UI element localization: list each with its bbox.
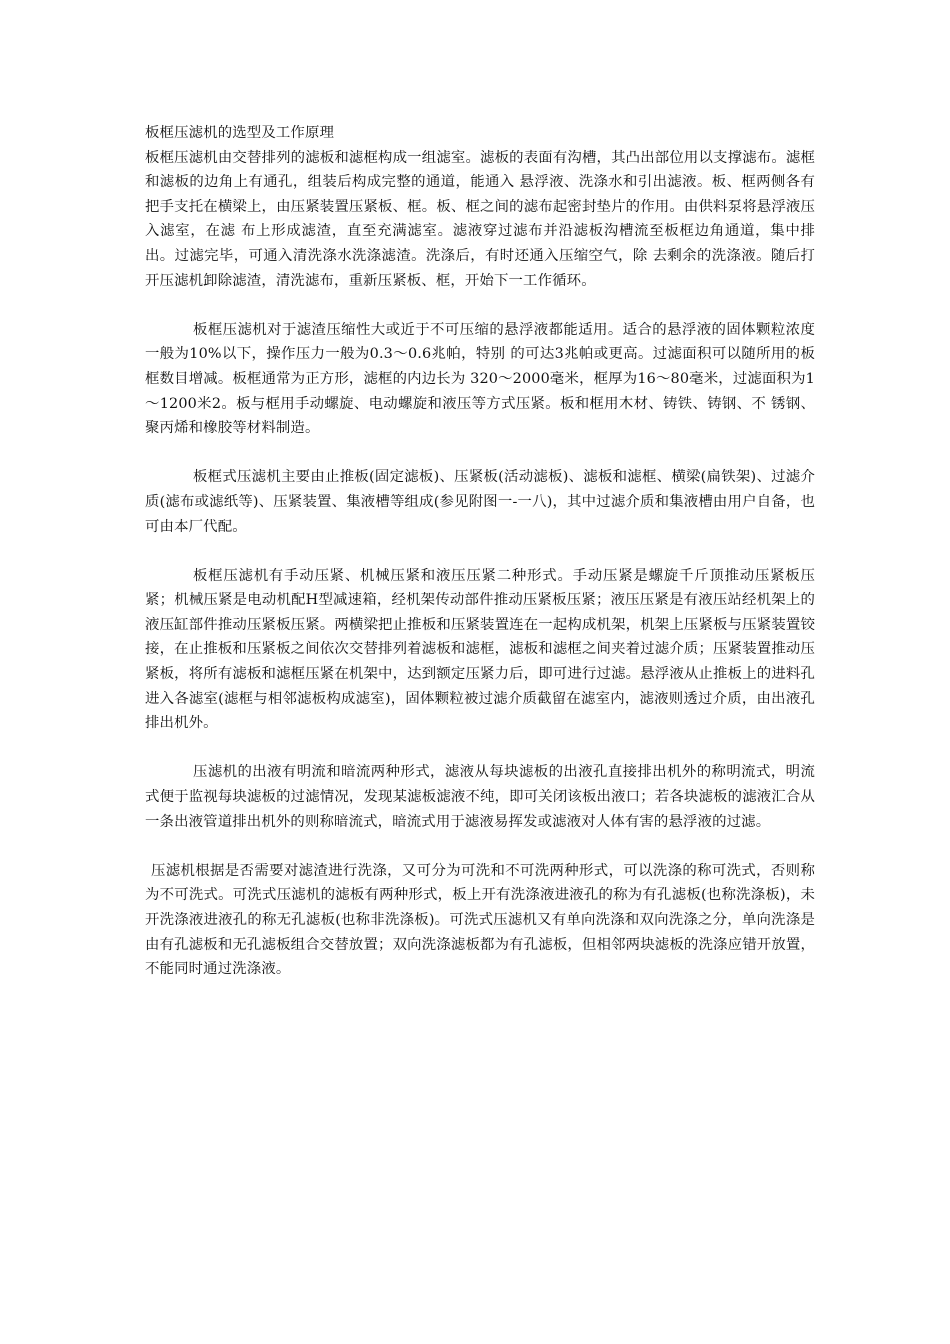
paragraph-outflow-types: 压滤机的出液有明流和暗流两种形式，滤液从每块滤板的出液孔直接排出机外的称明流式，明流式便于监视每块滤板的过滤情况，发现某滤板滤液不纯，即可关闭该板出液口；若各块滤板的滤液汇合从一条出液管道排出机外的则称暗流式，暗流式用于滤液易挥发或滤液对人体有害的悬浮液的过滤。 <box>145 764 815 830</box>
paragraph-applicability: 板框压滤机对于滤渣压缩性大或近于不可压缩的悬浮液都能适用。适合的悬浮液的固体颗粒浓度一般为10%以下，操作压力一般为0.3～0.6兆帕，特别 的可达3兆帕或更高。过滤面积可以随所用的板框数目增减。板框通常为正方形，滤框的内边长为 320～2000毫米，框厚为16～80毫米，过滤面积为1～1200米2。板与框用手动螺旋、电动螺旋和液压等方式压紧。板和框用木材、铸铁、铸钢、不 锈钢、聚丙烯和橡胶等材料制造。 <box>145 321 815 437</box>
paragraph-washing-types: 压滤机根据是否需要对滤渣进行洗涤，又可分为可洗和不可洗两种形式，可以洗涤的称可洗式，否则称为不可洗式。可洗式压滤机的滤板有两种形式，板上开有洗涤液进液孔的称为有孔滤板(也称洗涤板)，未开洗涤液进液孔的称无孔滤板(也称非洗涤板)。可洗式压滤机又有单向洗涤和双向洗涤之分，单向洗涤是由有孔滤板和无孔滤板组合交替放置；双向洗涤滤板都为有孔滤板，但相邻两块滤板的洗涤应错开放置，不能同时通过洗涤液。 <box>145 862 815 978</box>
paragraph-structure: 板框压滤机由交替排列的滤板和滤框构成一组滤室。滤板的表面有沟槽，其凸出部位用以支撑滤布。滤框和滤板的边角上有通孔，组装后构成完整的通道，能通入 悬浮液、洗涤水和引出滤液。板、框两侧各有把手支托在横梁上，由压紧装置压紧板、框。板、框之间的滤布起密封垫片的作用。由供料泵将悬浮液压入滤室，在滤 布上形成滤渣，直至充满滤室。滤液穿过滤布并沿滤板沟槽流至板框边角通道，集中排出。过滤完毕，可通入清洗涤水洗涤滤渣。洗涤后，有时还通入压缩空气，除 去剩余的洗涤液。随后打开压滤机卸除滤渣，清洗滤布，重新压紧板、框，开始下一工作循环。 <box>145 149 815 289</box>
document-title: 板框压滤机的选型及工作原理 <box>145 125 335 141</box>
document-body <box>145 121 815 982</box>
paragraph-components: 板框式压滤机主要由止推板(固定滤板)、压紧板(活动滤板)、滤板和滤框、横梁(扁铁架)、过滤介质(滤布或滤纸等)、压紧装置、集液槽等组成(参见附图一-一八)，其中过滤介质和集液槽由用户自备，也可由本厂代配。 <box>145 469 815 535</box>
paragraph-pressing-types: 板框压滤机有手动压紧、机械压紧和液压压紧二种形式。手动压紧是螺旋千斤顶推动压紧板压紧；机械压紧是电动机配H型减速箱，经机架传动部件推动压紧板压紧；液压压紧是有液压站经机架上的液压缸部件推动压紧板压紧。两横梁把止推板和压紧装置连在一起构成机架，机架上压紧板与压紧装置铰接，在止推板和压紧板之间依次交替排列着滤板和滤框，滤板和滤框之间夹着过滤介质；压紧装置推动压紧板，将所有滤板和滤框压紧在机架中，达到额定压紧力后，即可进行过滤。悬浮液从止推板上的进料孔进入各滤室(滤框与相邻滤板构成滤室)，固体颗粒被过滤介质截留在滤室内，滤液则透过介质，由出液孔排出机外。 <box>145 567 815 732</box>
